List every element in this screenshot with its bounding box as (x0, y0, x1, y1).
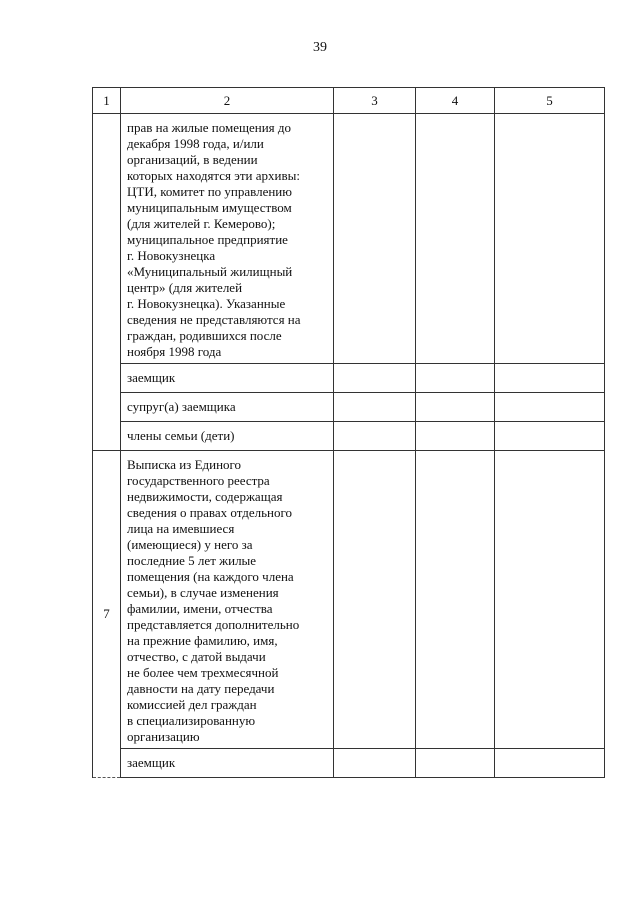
row-label: заемщик (121, 749, 334, 778)
table-cell (495, 749, 605, 778)
table-cell (495, 364, 605, 393)
table-row (93, 393, 605, 422)
table-cell (416, 114, 495, 364)
description-line: фамилии, имени, отчества (127, 601, 273, 616)
description-line: «Муниципальный жилищный (127, 264, 293, 279)
description-line: организаций, в ведении (127, 152, 258, 167)
table-cell (416, 393, 495, 422)
table-cell (495, 393, 605, 422)
description-line: (для жителей г. Кемерово); (127, 216, 276, 231)
page-number: 39 (313, 40, 327, 55)
item-description (121, 451, 334, 749)
table-cell (495, 422, 605, 451)
table-cell (416, 749, 495, 778)
table-cell (334, 422, 416, 451)
table-cell (495, 451, 605, 749)
description-line: граждан, родившихся после (127, 328, 282, 343)
table-row (93, 749, 605, 778)
item-number: 7 (93, 451, 121, 778)
table-row (93, 364, 605, 393)
table-cell (334, 393, 416, 422)
table-cell (416, 364, 495, 393)
header-cell-3: 3 (334, 88, 416, 114)
table-cell (334, 451, 416, 749)
table-row (93, 451, 605, 749)
description-line: муниципальное предприятие (127, 232, 288, 247)
row-label: члены семьи (дети) (121, 422, 334, 451)
header-cell-1: 1 (93, 88, 121, 114)
table-cell (416, 451, 495, 749)
table-cell (334, 114, 416, 364)
description-line: давности на дату передачи (127, 681, 275, 696)
description-line: ноября 1998 года (127, 344, 222, 359)
description-line: недвижимости, содержащая (127, 489, 283, 504)
description-line: комиссией дел граждан (127, 697, 257, 712)
document-table (92, 87, 605, 778)
description-line: которых находятся эти архивы: (127, 168, 300, 183)
description-line: сведения не представляются на (127, 312, 301, 327)
description-line: в специализированную (127, 713, 256, 728)
table-cell (416, 422, 495, 451)
description-line: семьи), в случае изменения (127, 585, 279, 600)
description-line: центр» (для жителей (127, 280, 243, 295)
description-line: муниципальным имуществом (127, 200, 292, 215)
row-label: супруг(а) заемщика (121, 393, 334, 422)
item-number (93, 114, 121, 451)
row-label: заемщик (121, 364, 334, 393)
description-line: (имеющиеся) у него за (127, 537, 253, 552)
description-line: прав на жилые помещения до (127, 120, 292, 135)
description-line: г. Новокузнецка (127, 248, 216, 263)
description-line: ЦТИ, комитет по управлению (127, 184, 292, 199)
item-description (121, 114, 334, 364)
description-line: Выписка из Единого (127, 457, 242, 472)
header-cell-4: 4 (416, 88, 495, 114)
description-line: лица на имевшиеся (127, 521, 235, 536)
description-line: последние 5 лет жилые (127, 553, 257, 568)
description-line: на прежние фамилию, имя, (127, 633, 278, 648)
description-line: представляется дополнительно (127, 617, 300, 632)
header-cell-5: 5 (495, 88, 605, 114)
header-cell-2: 2 (121, 88, 334, 114)
table-row (93, 422, 605, 451)
description-line: отчество, с датой выдачи (127, 649, 266, 664)
header-row (93, 88, 605, 114)
table-cell (334, 364, 416, 393)
description-line: организацию (127, 729, 200, 744)
description-line: сведения о правах отдельного (127, 505, 293, 520)
table-row (93, 114, 605, 364)
table-cell (334, 749, 416, 778)
description-line: г. Новокузнецка). Указанные (127, 296, 286, 311)
description-line: помещения (на каждого члена (127, 569, 294, 584)
description-line: не более чем трехмесячной (127, 665, 279, 680)
description-line: декабря 1998 года, и/или (127, 136, 264, 151)
description-line: государственного реестра (127, 473, 270, 488)
table-cell (495, 114, 605, 364)
